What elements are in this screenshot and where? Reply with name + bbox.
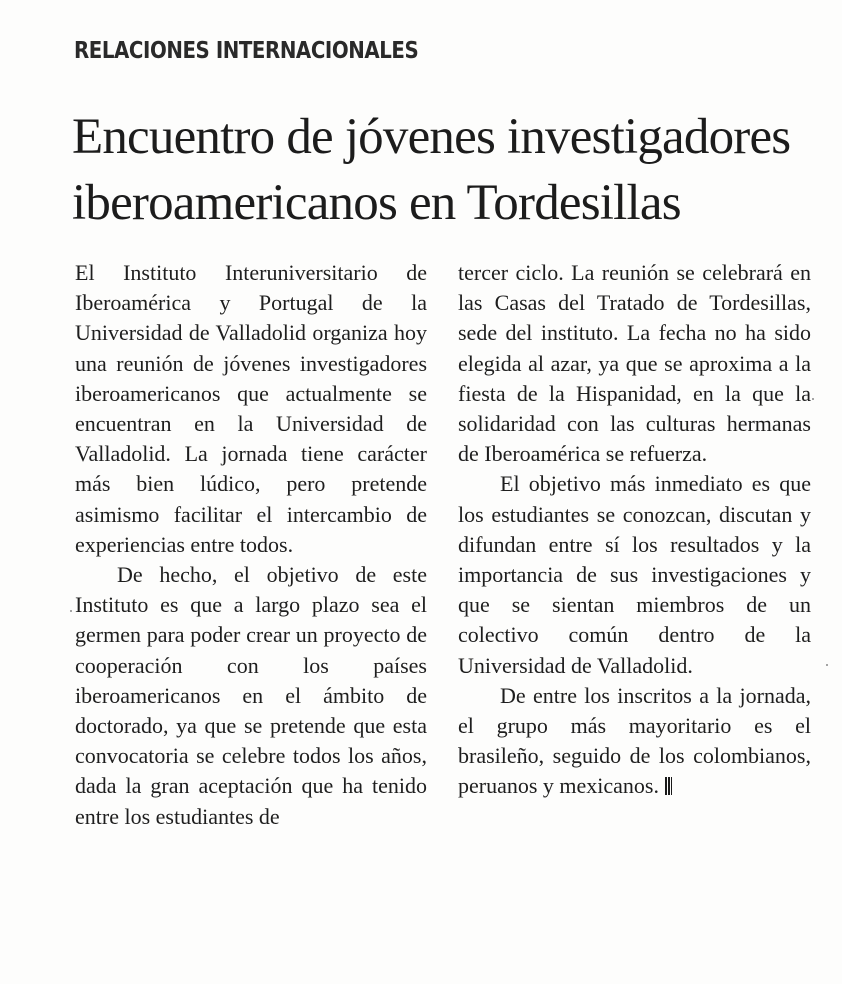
scan-speck (70, 610, 72, 612)
article-headline (72, 104, 812, 236)
scan-speck (826, 664, 828, 666)
paragraph-1: El Instituto Interuniversitario de Iberoamérica y Portugal de la Universidad de Valladolid organiza hoy una reunión de jóvenes investigadores iberoamericanos que actualmente se encuentran en la Universidad de Valladolid. La jornada tiene carácter más bien lúdico, pero pretende asimismo facilitar el intercambio de experiencias entre todos. (75, 260, 427, 557)
paragraph-2: De hecho, el objetivo de este Instituto es que a largo plazo sea el germen para poder crear un proyecto de cooperación con los países iberoamericanos en el ámbito de doctorado, ya que se pretende que esta convocatoria se celebre todos los años, dada la gran aceptación que ha tenido entre los estudiantes de (75, 562, 427, 829)
paragraph-5 (458, 681, 811, 802)
section-label: RELACIONES INTERNACIONALES (74, 38, 419, 64)
paragraph-3: tercer ciclo. La reunión se celebrará en las Casas del Tratado de Tordesillas, sede del instituto. La fecha no ha sido elegida al azar, ya que se aproxima a la fiesta de la Hispanidad, en la que la solidaridad con las culturas hermanas de Iberoamérica se refuerza. (458, 260, 811, 467)
headline-line-1: Encuentro de jóvenes investigadores (72, 109, 791, 165)
article-column-right (458, 258, 811, 802)
article-column-left (75, 258, 427, 832)
headline-line-2: iberoamericanos en Tordesillas (72, 175, 681, 231)
paragraph-5-text: De entre los inscritos a la jornada, el grupo más mayoritario es el brasileño, seguido de los colombianos, peruanos y mexicanos. (458, 682, 811, 799)
end-of-article-mark-icon (665, 777, 672, 795)
scan-speck (812, 398, 814, 400)
paragraph-4: El objetivo más inmediato es que los estudiantes se conozcan, discutan y difundan entre sí los resultados y la importancia de sus investigaciones y que se sientan miembros de un colectivo común dentro de la Universidad de Valladolid. (458, 471, 811, 678)
